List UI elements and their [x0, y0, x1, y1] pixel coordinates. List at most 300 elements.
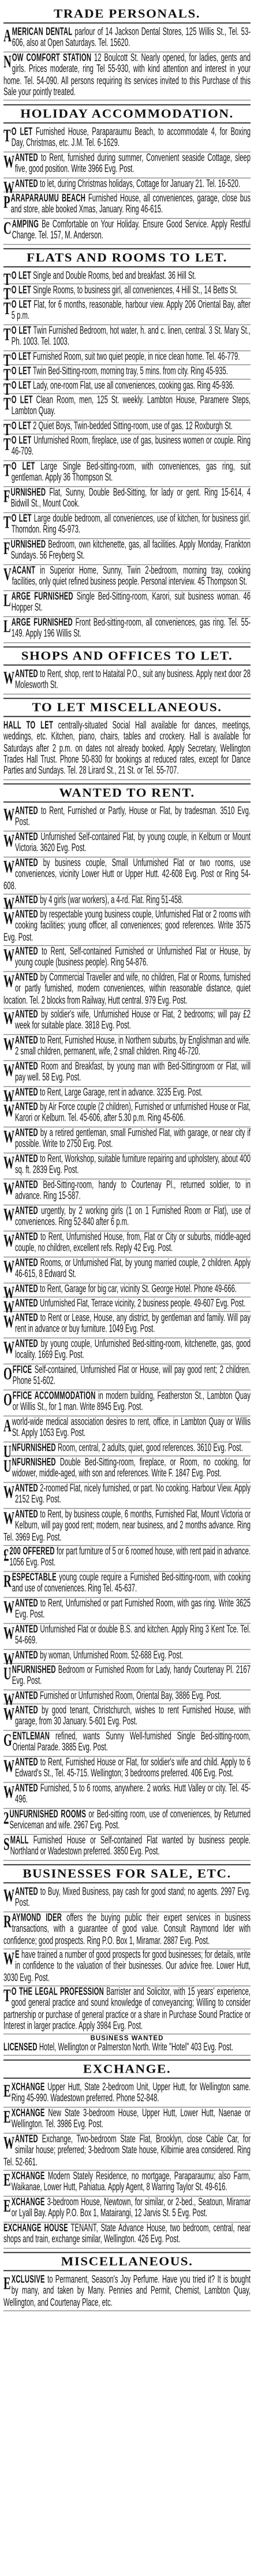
- classified-ad: [3, 2082, 251, 2107]
- classified-ad: [3, 1087, 251, 1102]
- ad-body-text: Double Bed-Sitting-room, fireplace, or Room, no cooking, for widower, middle-aged, with son and references. Write F. 1847 Evg. Post.: [12, 1457, 251, 1480]
- drop-cap: W: [3, 1691, 14, 1705]
- drop-cap: T: [3, 285, 11, 299]
- drop-cap: E: [3, 2108, 11, 2127]
- classified-ad: [3, 366, 251, 380]
- drop-cap: £: [3, 1546, 9, 1566]
- ad-lead-words: ANTED: [15, 1624, 38, 1636]
- drop-cap: E: [3, 2082, 11, 2101]
- classified-ad: [3, 1886, 251, 1912]
- ad-lead-words: O LET: [11, 380, 31, 392]
- ad-body-text: Twin Furnished Bedroom, hot water, h. and c. linen, central. 3 St. Mary St., Ph. 1003. Tel. 1003.: [11, 325, 251, 348]
- classified-ad: [3, 1650, 251, 1665]
- classified-ad: [3, 1986, 251, 2035]
- ad-lead-words: E: [15, 1949, 20, 1961]
- ad-body-text: Hotel, Wellington or Palmerston North. Write "Hotel" 403 Evg. Post.: [39, 2042, 233, 2054]
- classified-section: [3, 2035, 251, 2056]
- classified-ad: [3, 972, 251, 1009]
- ad-lead-words: FFICE ACCOMMODATION: [12, 1391, 96, 1402]
- classified-ad: [3, 1313, 251, 1338]
- ad-body-text: to Rent, by business couple, 6 months, Furnished Flat, Mount Victoria or Kelburn, will pay good rent; modern, near business, and 2 months advance. Ring Tel. 3969 Evg. Post.: [3, 1509, 251, 1543]
- classified-ad: [3, 2108, 251, 2133]
- classified-ad: [3, 1598, 251, 1624]
- ad-lead-words: ANTED: [15, 1886, 38, 1898]
- drop-cap: U: [3, 1443, 12, 1457]
- drop-cap: W: [3, 858, 14, 877]
- ad-body-text: Self-contained, Unfurnished Flat or House, will pay good rent; 2 children. Phone 51-602.: [12, 1365, 251, 1387]
- ad-lead-words: ANTED: [15, 669, 38, 680]
- drop-cap: W: [3, 1313, 14, 1332]
- classified-section: [3, 103, 251, 245]
- ad-lead-words: ANTED: [15, 1783, 38, 1795]
- classified-ad: [3, 513, 251, 539]
- ad-body-text: Furnished House or Self-contained Flat wanted by business people. Northland or Wadestown preferred. 3850 Evg. Post.: [10, 1835, 251, 1858]
- classified-ad: [3, 299, 251, 325]
- ad-body-text: Furnished House, all conveniences, garage, close bus and store, able booked Xmas, January. Ring 46-615.: [10, 193, 251, 216]
- ad-lead-words: OW COMFORT STATION: [12, 53, 92, 64]
- section-heading: SHOPS AND OFFICES TO LET.: [3, 646, 251, 665]
- classified-ad: [3, 1665, 251, 1690]
- drop-cap: W: [3, 179, 14, 193]
- ad-lead-words: HALL TO LET: [3, 720, 54, 732]
- classified-ad: [3, 1546, 251, 1571]
- ad-body-text: to let, during Christmas holidays, Cottage for January 21. Tel. 16-520.: [40, 179, 241, 190]
- ad-body-text: parlour of 14 Jackson Dental Stores, 125 Willis St., Tel. 53-606, also at Open Saturdays. Tel. 15620.: [12, 27, 251, 49]
- classified-section: [3, 5, 251, 101]
- classified-ad: [3, 127, 251, 152]
- drop-cap: W: [3, 1483, 14, 1503]
- drop-cap: W: [3, 153, 14, 172]
- drop-cap: W: [3, 1949, 14, 1969]
- classified-ad: [3, 565, 251, 591]
- drop-cap: W: [3, 1783, 14, 1803]
- classified-ad: [3, 1206, 251, 1231]
- ad-lead-words: XCHANGE: [11, 2197, 45, 2208]
- section-heading: TO LET MISCELLANEOUS.: [3, 698, 251, 717]
- classified-ad: [3, 2274, 251, 2311]
- drop-cap: W: [3, 1035, 14, 1055]
- ad-lead-words: ANTED: [15, 1483, 38, 1495]
- ad-body-text: by respectable young business couple, Unfurnished Flat or 2 rooms with cooking facilities; young officer, all conveniences; good references. Write 3575 Evg. Post.: [3, 909, 251, 943]
- classified-ad: [3, 351, 251, 366]
- ad-body-text: have trained a number of good prospects for good businesses; for details, write in confidence to the valuation of their businesses. Our advice free. Lower Hutt, 3030 Evg. Post.: [3, 1949, 251, 1984]
- drop-cap: O: [3, 1391, 12, 1410]
- drop-cap: E: [3, 2171, 11, 2190]
- classified-ad: [3, 858, 251, 895]
- drop-cap: W: [3, 1232, 14, 1251]
- ad-body-text: centrally-situated Social Hall available for dances, meetings, weddings, etc. Kitchen, piano, chairs, tables and crockery. Hall is available for Saturdays after 2 p.m. on dates not already booked. Apply Secretary, Wellington Trades Hall Trust. Phone 50-830 for bookings at reduced rates, except for Dance Parties and Sundays. Tel. 28 Lirard St., 21 St. or Tel. 55-707.: [3, 720, 251, 777]
- classified-ad: [3, 153, 251, 178]
- ad-lead-words: URNISHED: [10, 487, 46, 499]
- ad-body-text: Large double bedroom, all conveniences, use of kitchen, for business girl. Thorndon. Ring 45-973.: [11, 513, 251, 536]
- drop-cap: W: [3, 806, 14, 825]
- drop-cap: T: [3, 435, 11, 455]
- ad-lead-words: NFURNISHED: [12, 1665, 56, 1676]
- classified-ad: [3, 179, 251, 193]
- classified-ad: [3, 720, 251, 780]
- ad-lead-words: ARAPARAUMU BEACH: [10, 193, 86, 205]
- ad-body-text: 3-bedroom House, Newtown, for similar, or 2-bed., Seatoun, Miramar or Lyall Bay. Apply P.O. Box 1, Matairangi, 12 Jarvis St. 5 Evg. Post.: [11, 2197, 251, 2219]
- ad-lead-words: ANTED: [15, 1691, 38, 1702]
- drop-cap: E: [3, 2274, 11, 2294]
- drop-cap: W: [3, 2134, 14, 2154]
- ad-lead-words: ANTED: [15, 1598, 38, 1610]
- ad-lead-words: ANTED: [15, 1035, 38, 1047]
- ad-body-text: Unfurnished Flat, Terrace vicinity, 2 business people. 49-607 Evg. Post.: [40, 1298, 246, 1310]
- ad-body-text: to Rent, Self-contained Furnished or Unfurnished Flat or House, by young couple (business people). Ring 54-876.: [15, 946, 251, 969]
- ad-body-text: Room, central, 2 adults, quiet, good references. 3610 Evg. Post.: [57, 1443, 243, 1454]
- classified-ad: [3, 895, 251, 909]
- ad-lead-words: EXCHANGE HOUSE: [3, 2223, 68, 2234]
- ad-lead-words: ANTED: [15, 972, 38, 984]
- ad-lead-words: ANTED: [15, 153, 38, 164]
- ad-lead-words: O LET: [11, 395, 33, 406]
- ad-body-text: by 4 girls (war workers), a 4-rd. Flat. Ring 51-458.: [40, 895, 184, 906]
- ad-body-text: Clean Room, men, 125 St. weekly. Lambton House, Paramere Steps, Lambton Quay.: [11, 395, 251, 417]
- ad-lead-words: AYMOND IDER: [12, 1912, 62, 1924]
- ad-lead-words: ANTED: [15, 1128, 38, 1139]
- ad-body-text: Furnished House, Paraparaumu Beach, to accommodate 4, for Boxing Day, Christmas, etc. J.M. Tel. 6-1629.: [11, 127, 251, 149]
- classified-ad: [3, 909, 251, 946]
- ad-lead-words: ANTED: [15, 1298, 38, 1310]
- drop-cap: W: [3, 1650, 14, 1665]
- ad-lead-words: ANTED: [15, 1009, 38, 1021]
- ad-body-text: to Rent, Workshop, suitable furniture repairing and upholstery, about 400 sq. ft. 2839 Evg. Post.: [15, 1154, 251, 1176]
- ad-body-text: or Bed-sitting room, use of conveniences, by Returned Serviceman and wife. 2967 Evg. Post.: [9, 1809, 251, 1832]
- drop-cap: W: [3, 1009, 14, 1029]
- drop-cap: P: [3, 193, 10, 213]
- ad-lead-words: ANTED: [15, 858, 38, 869]
- drop-cap: T: [3, 351, 11, 366]
- classified-ad: [3, 1705, 251, 1730]
- drop-cap: T: [3, 1986, 11, 2006]
- classified-ad: [3, 421, 251, 435]
- ad-body-text: Unfurnished Room, fireplace, use of gas, business women or couple. Ring 46-709.: [11, 435, 251, 458]
- classified-ad: [3, 285, 251, 299]
- ad-body-text: 12 Boulcott St. Nearly opened, for ladies, gents and girls. Prices moderate, ring Tel 55-930, with kind attention and interest in your home. Tel. 54-090. All persons requiring its services invited to this Purchase of this Sale your pointly treated.: [3, 53, 251, 98]
- classified-ad: [3, 1835, 251, 1860]
- ad-lead-words: NFURNISHED: [12, 1443, 56, 1454]
- section-subheading: BUSINESS WANTED: [90, 2035, 164, 2042]
- ad-lead-words: FFICE: [12, 1365, 32, 1376]
- classified-section: [3, 247, 251, 643]
- ad-lead-words: AMPING: [12, 219, 39, 231]
- drop-cap: W: [3, 832, 14, 851]
- drop-cap: U: [3, 1665, 12, 1684]
- classified-ad: [3, 219, 251, 244]
- classified-ad: [3, 1339, 251, 1364]
- drop-cap: N: [3, 53, 12, 72]
- classified-ad: [3, 1731, 251, 1756]
- drop-cap: V: [3, 565, 12, 585]
- ad-body-text: refined, wants Sunny Well-furnished Single Bed-sitting-room, Oriental Parade. 3885 Evg. Post.: [12, 1731, 251, 1754]
- drop-cap: F: [3, 487, 10, 507]
- drop-cap: W: [3, 1154, 14, 1173]
- classified-ad: [3, 1912, 251, 1949]
- ad-lead-words: ANTED: [15, 1102, 38, 1113]
- ad-lead-words: ANTED: [15, 909, 38, 921]
- ad-lead-words: XCHANGE: [11, 2171, 45, 2182]
- classified-ad: [3, 1232, 251, 1257]
- drop-cap: T: [3, 325, 11, 345]
- ad-lead-words: ANTED: [15, 1087, 38, 1099]
- classified-section: [3, 2251, 251, 2311]
- ad-body-text: to Rent, Unfurnished House, from, Flat or City or suburbs, middle-aged couple, no children, excellent refs. Reply 42 Evg. Post.: [15, 1232, 251, 1254]
- ad-body-text: to Buy, Mixed Business, pay cash for good stand; no agents. 2997 Evg. Post.: [15, 1886, 251, 1909]
- ad-body-text: Bedroom or Furnished Room for Lady, handy Courtenay Pl. 2167 Evg. Post.: [12, 1665, 251, 1687]
- ad-body-text: TENANT, State Advance House, two bedroom, central, near shops and train, exchange similar, Wellington. 426 Evg. Post.: [3, 2223, 251, 2245]
- ad-body-text: Flat, for 6 months, reasonable, harbour view. Apply 206 Oriental Bay, after 5 p.m.: [11, 299, 251, 322]
- classified-ad: [3, 487, 251, 513]
- classified-ad: [3, 1391, 251, 1416]
- classified-ad: [3, 1035, 251, 1061]
- ad-body-text: Large Single Bed-sitting-room, with conveniences, gas ring, suit gentleman. Apply 36 Thompson St.: [11, 461, 251, 484]
- ad-body-text: Modern Stately Residence, no mortgage, Paraparaumu; also Farm, Waikanae, Lower Hutt, Pahiatua. Apply Agent, 8 Warring Taylor St. 49-616.: [11, 2171, 251, 2193]
- drop-cap: W: [3, 1061, 14, 1081]
- ad-body-text: to Rent, Large Garage, rent in advance. 3235 Evg. Post.: [40, 1087, 203, 1099]
- ad-lead-words: O LET: [11, 127, 33, 138]
- drop-cap: L: [3, 617, 11, 637]
- classified-ad: [3, 539, 251, 565]
- ad-body-text: to Rent, furnished during summer, Convenient seaside Cottage, sleep five, good position. Write 3966 Evg. Post.: [15, 153, 251, 175]
- classified-ad: [3, 461, 251, 487]
- ad-lead-words: O LET: [11, 513, 32, 525]
- drop-cap: W: [3, 1258, 14, 1277]
- classified-ad: [3, 435, 251, 461]
- ad-lead-words: O THE LEGAL PROFESSION: [11, 1986, 104, 1998]
- classified-ad: [3, 1365, 251, 1390]
- drop-cap: W: [3, 1180, 14, 1199]
- classified-ad: [3, 53, 251, 101]
- ad-body-text: in Superior Home, Sunny, Twin 2-bedroom, morning tray, cooking facilities, only quiet refined business people. Personal interview. 45 Thompson St.: [12, 565, 251, 588]
- classified-ad: [3, 1154, 251, 1179]
- drop-cap: R: [3, 1912, 12, 1932]
- classified-ad: [3, 1417, 251, 1442]
- ad-lead-words: O LET: [11, 366, 31, 377]
- ad-body-text: by a retired gentleman, small Furnished Flat, with garage, or near city if possible. Write to 2750 Evg. Post.: [15, 1128, 251, 1150]
- ad-body-text: offers the buying public their expert services in business transactions, with a guarantee of good value. Consult Raymond Ider with confidence; good prospects. Ring P.O. Box 1, Miramar. 2887 Evg. Post.: [3, 1912, 251, 1947]
- classified-ad: [3, 1757, 251, 1782]
- drop-cap: T: [3, 127, 11, 146]
- ad-body-text: Unfurnished Flat or double B.S. and kitchen. Apply Ring 3 Kent Tce. Tel. 54-669.: [15, 1624, 251, 1647]
- ad-body-text: Single Rooms, to business girl, all conveniences, 4 Hill St., 14 Betts St.: [33, 285, 238, 296]
- drop-cap: W: [3, 1284, 14, 1298]
- classified-ad: [3, 1457, 251, 1482]
- classified-ad: [3, 2197, 251, 2222]
- ad-lead-words: ESPECTABLE: [12, 1572, 57, 1584]
- ad-lead-words: ANTED: [15, 1284, 38, 1295]
- ad-lead-words: NFURNISHED: [12, 1457, 56, 1469]
- drop-cap: W: [3, 1757, 14, 1777]
- drop-cap: F: [3, 539, 10, 559]
- classified-ad: [3, 1691, 251, 1705]
- ad-body-text: by soldier's wife, Unfurnished House or Flat, 2 bedrooms; will pay £2 week for suitable place. 3818 Evg. Post.: [15, 1009, 251, 1032]
- ad-body-text: Bedroom, own kitchenette, gas, all facilities. Apply Monday, Frankton Sundays. 56 Freyberg St.: [10, 539, 251, 562]
- drop-cap: O: [3, 1365, 12, 1384]
- drop-cap: W: [3, 1087, 14, 1102]
- ad-lead-words: URNISHED: [10, 539, 46, 551]
- ad-body-text: Furnished, 5 to 6 rooms, anywhere. 2 works. Hutt Valley or city. Tel. 45-496.: [15, 1783, 251, 1806]
- classified-ad: [3, 1572, 251, 1598]
- drop-cap: W: [3, 972, 14, 992]
- classified-ad: [3, 1128, 251, 1153]
- classified-ad: [3, 395, 251, 420]
- classified-ad: [3, 591, 251, 617]
- ad-body-text: Single and Double Rooms, bed and breakfast. 36 Hill St.: [33, 270, 196, 282]
- ad-body-text: by good tenant, Christchurch, wishes to rent Furnished House, with garage, from 30 January. 5-601 Evg. Post.: [15, 1705, 251, 1728]
- ad-body-text: Barrister and Solicitor, with 15 years' experience, good general practice and sound knowledge of conveyancing; Willing to consider partnership or purchase of general practice or a share in Purchase Sound Practice or Interest in larger practice. Apply 3984 Evg. Post.: [3, 1986, 251, 2032]
- ad-lead-words: O LET: [11, 299, 32, 311]
- drop-cap: R: [3, 1572, 12, 1592]
- drop-cap: W: [3, 1705, 14, 1725]
- drop-cap: S: [3, 1835, 10, 1855]
- ad-lead-words: ANTED: [15, 895, 38, 906]
- ad-body-text: world-wide medical association desires to rent, office, in Lambton Quay or Willis St. Apply 1053 Evg. Post.: [12, 1417, 251, 1439]
- drop-cap: T: [3, 380, 11, 395]
- ad-body-text: to Rent, Furnished House, in Northern suburbs, by Englishman and wife. 2 small children, permanent, wife, 2 small children. Ring 46-720.: [15, 1035, 251, 1058]
- ad-body-text: 2 Quiet Boys, Twin-bedded Sitting-room, use of gas. 12 Roxburgh St.: [33, 421, 233, 432]
- ad-lead-words: 200 OFFERED: [9, 1546, 55, 1558]
- ad-body-text: by Commercial Traveller and wife, no children, Flat or Rooms, furnished or partly furnished, modern conveniences, within reasonable distance, quiet location. Tel. 2 blocks from Railway, Hutt central. 979 Evg. Post.: [3, 972, 251, 1006]
- ad-lead-words: ENTLEMAN: [12, 1731, 50, 1743]
- ad-lead-words: O LET: [11, 461, 35, 473]
- classified-section: [3, 646, 251, 695]
- ad-lead-words: LICENSED: [3, 2042, 38, 2054]
- ad-lead-words: ANTED: [15, 1232, 38, 1243]
- ad-lead-words: ANTED: [15, 1757, 38, 1769]
- ad-lead-words: ANTED: [15, 1509, 38, 1521]
- section-heading: MISCELLANEOUS.: [3, 2252, 251, 2271]
- classified-section: [3, 1863, 251, 2035]
- classified-ad: [3, 193, 251, 218]
- ad-lead-words: XCLUSIVE: [11, 2274, 45, 2286]
- classified-ad: [3, 2223, 251, 2248]
- drop-cap: W: [3, 1128, 14, 1147]
- section-heading: EXCHANGE.: [3, 2059, 251, 2078]
- ad-body-text: young couple require a Furnished Bed-sitting-room, with cooking and use of conveniences. Ring Tel. 45-637.: [12, 1572, 251, 1595]
- ad-body-text: Single Bed-Sitting-room, Karori, suit business woman. 46 Hopper St.: [11, 591, 251, 614]
- drop-cap: T: [3, 513, 11, 533]
- ad-lead-words: ANTED: [15, 1650, 38, 1662]
- ad-lead-words: ANTED: [15, 1705, 38, 1717]
- ad-body-text: to Rent, Furnished or Partly, House or Flat, by tradesman. 3510 Evg. Post.: [15, 806, 251, 828]
- ad-lead-words: O LET: [11, 285, 31, 296]
- ad-body-text: by Air Force couple (2 children), Furnished or unfurnished House or Flat, Karori or Kelburn. Tel. 45-606, after 5.30 p.m. Ring 45-606.: [15, 1102, 251, 1124]
- classified-ad: [3, 1509, 251, 1546]
- classified-ad: [3, 1483, 251, 1508]
- ad-lead-words: ANTED: [15, 1206, 38, 1217]
- ad-lead-words: ANTED: [15, 832, 38, 843]
- ad-body-text: to Rent, Garage for big car, vicinity St. George Hotel. Phone 49-666.: [40, 1284, 237, 1295]
- section-heading: FLATS AND ROOMS TO LET.: [3, 248, 251, 267]
- ad-lead-words: ANTED: [15, 2134, 38, 2145]
- drop-cap: T: [3, 366, 11, 380]
- ad-body-text: Unfurnished Self-contained Flat, by young couple, in Kelburn or Mount Victoria. 3620 Evg. Post.: [15, 832, 251, 854]
- classified-ad: [3, 1102, 251, 1127]
- ad-body-text: for part furniture of 5 or 6 roomed house, with rent paid in advance. 1056 Evg. Post.: [9, 1546, 251, 1569]
- section-heading: BUSINESSES FOR SALE, ETC.: [3, 1864, 251, 1883]
- classified-ad: [3, 380, 251, 395]
- section-heading: WANTED TO RENT.: [3, 783, 251, 802]
- ad-lead-words: ANTED: [15, 1154, 38, 1165]
- ad-lead-words: ARGE FURNISHED: [11, 591, 73, 603]
- classified-section: [3, 697, 251, 780]
- classified-section: [3, 2059, 251, 2249]
- ad-body-text: to Permanent, Season's Joy Perfume. Have you tried it? It is bought by many, and taken by Many. Pennies and Permit, Chemist, Lambton Quay, Wellington, and Courtenay Place, etc.: [3, 2274, 251, 2308]
- ad-lead-words: ANTED: [15, 1339, 38, 1350]
- drop-cap: W: [3, 1598, 14, 1618]
- ad-lead-words: O LET: [11, 270, 31, 282]
- ad-body-text: Front Bed-sitting-room, all conveniences, gas ring. Tel. 55-149. Apply 196 Willis St.: [11, 617, 251, 640]
- ad-lead-words: ANTED: [15, 946, 38, 958]
- ad-lead-words: ACANT: [12, 565, 36, 577]
- drop-cap: W: [3, 1102, 14, 1121]
- classified-ad: [3, 1298, 251, 1313]
- ad-body-text: Room and Breakfast, by young man with Bed-Sittingroom or Flat, will pay well. 58 Evg. Post.: [15, 1061, 251, 1084]
- classified-ad: [3, 2171, 251, 2196]
- drop-cap: W: [3, 895, 14, 909]
- drop-cap: W: [3, 669, 14, 688]
- classified-ad: [3, 1180, 251, 1205]
- ad-body-text: urgently, by 2 working girls (1 on 1 Furnished Room or Flat), use of conveniences. Ring 52-840 after 6 p.m.: [15, 1206, 251, 1228]
- ad-lead-words: UNFURNISHED ROOMS: [9, 1809, 87, 1821]
- classified-ad: [3, 1809, 251, 1834]
- drop-cap: C: [3, 219, 12, 239]
- ad-body-text: to Rent, shop, rent to Hataital P.O., suit any business. Apply next door 28 Molesworth St.: [15, 669, 251, 691]
- classified-section: [3, 783, 251, 1861]
- ad-body-text: Twin Bed-Sitting-room, morning tray, 5 mins. from city. Ring 45-935.: [32, 366, 228, 377]
- classified-ad: [3, 946, 251, 972]
- ad-lead-words: O LET: [11, 421, 31, 432]
- drop-cap: G: [3, 1731, 12, 1751]
- classified-ad: [3, 669, 251, 694]
- ad-body-text: to Rent or Lease, House, any district, by gentleman and family. Will pay rent in advance or buy furniture. 1049 Evg. Post.: [15, 1313, 251, 1335]
- drop-cap: W: [3, 1624, 14, 1644]
- ad-lead-words: ANTED: [15, 806, 38, 817]
- ad-body-text: by business couple, Small Unfurnished Flat or two rooms, use conveniences, vicinity Lower Hutt or Upper Hutt. 42-608 Evg. Post or Ring 54-608.: [3, 858, 251, 892]
- ad-lead-words: ANTED: [15, 1061, 38, 1073]
- ad-body-text: Lady, one-room Flat, use all conveniences, cooking gas. Ring 45-936.: [33, 380, 235, 392]
- ad-lead-words: ANTED: [15, 1258, 38, 1269]
- drop-cap: W: [3, 1206, 14, 1225]
- ad-lead-words: MERICAN DENTAL: [12, 27, 73, 38]
- ad-body-text: to Rent, Unfurnished or part Furnished Room, with gas ring. Write 3625 Evg. Post.: [15, 1598, 251, 1621]
- classified-ad: [3, 325, 251, 351]
- ad-body-text: Flat, Sunny, Double Bed-Sitting, for lady or gent. Ring 15-614, 4 Bidwill St., Mount Cook.: [10, 487, 251, 510]
- drop-cap: T: [3, 421, 11, 435]
- drop-cap: 2: [3, 1809, 9, 1829]
- classified-ad: [3, 27, 251, 52]
- drop-cap: W: [3, 1339, 14, 1358]
- classified-ad: [3, 1949, 251, 1986]
- ad-lead-words: MALL: [10, 1835, 29, 1847]
- section-heading: HOLIDAY ACCOMMODATION.: [3, 104, 251, 123]
- drop-cap: T: [3, 299, 11, 319]
- classified-ad: [3, 2134, 251, 2171]
- classified-ad: [3, 1258, 251, 1283]
- drop-cap: T: [3, 270, 11, 285]
- ad-lead-words: O LET: [11, 351, 31, 363]
- drop-cap: A: [3, 1417, 12, 1436]
- drop-cap: T: [3, 395, 11, 414]
- drop-cap: T: [3, 461, 11, 481]
- classified-ad: [3, 1284, 251, 1298]
- classified-ad: [3, 832, 251, 857]
- section-heading: TRADE PERSONALS.: [3, 5, 251, 23]
- ad-lead-words: O LET: [11, 435, 32, 447]
- classified-ad: [3, 1443, 251, 1457]
- drop-cap: W: [3, 1886, 14, 1906]
